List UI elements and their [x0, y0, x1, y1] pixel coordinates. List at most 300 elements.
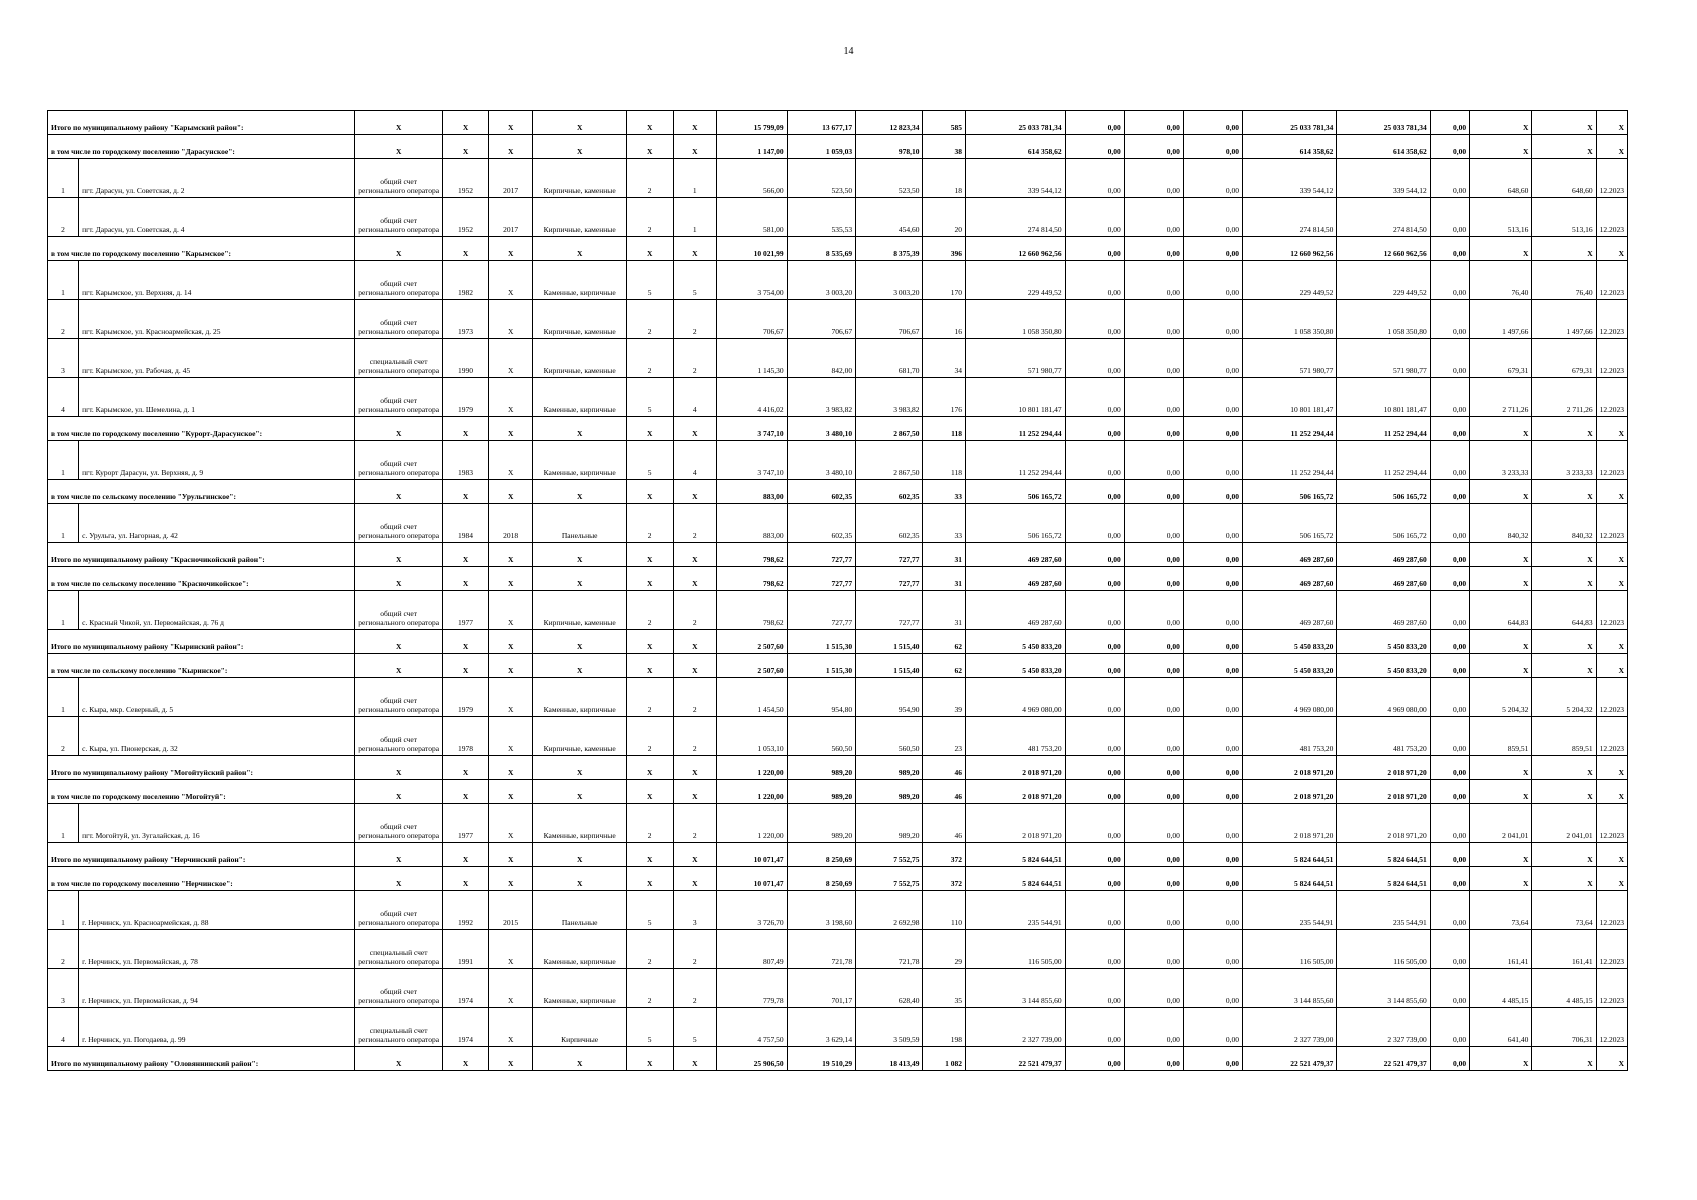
deadline-cell: X [1596, 567, 1627, 591]
unit-cost-cell: X [1470, 867, 1532, 891]
summary-row [48, 480, 1628, 504]
unit-cost-limit-cell: X [1532, 135, 1596, 159]
cost-other-cell: 0,00 [1430, 930, 1469, 969]
cost-other-cell: 0,00 [1430, 159, 1469, 198]
cost-owners-fund-cell: 11 252 294,44 [1337, 441, 1430, 480]
entrances-cell: 2 [673, 930, 717, 969]
area-living-cell: 701,17 [787, 969, 855, 1008]
deadline-cell: X [1596, 111, 1627, 135]
cost-total-cell: 469 287,60 [966, 567, 1066, 591]
year-built-cell: 1973 [443, 300, 489, 339]
unit-cost-limit-cell: 644,83 [1532, 591, 1596, 630]
deadline-cell: X [1596, 756, 1627, 780]
unit-cost-cell: X [1470, 756, 1532, 780]
year-built-cell: 1977 [443, 591, 489, 630]
account-type-cell: X [355, 237, 443, 261]
unit-cost-limit-cell: X [1532, 756, 1596, 780]
entrances-cell: 2 [673, 504, 717, 543]
cost-municipal-cell: 0,00 [1183, 261, 1242, 300]
address-cell: г. Нерчинск, ул. Первомайская, д. 78 [79, 930, 355, 969]
unit-cost-cell: X [1470, 630, 1532, 654]
cost-federal-cell: 0,00 [1065, 567, 1124, 591]
table-row [48, 339, 1628, 378]
area-living-cell: 3 480,10 [787, 441, 855, 480]
entrances-cell: 2 [673, 339, 717, 378]
cost-regional-cell: 0,00 [1124, 567, 1183, 591]
account-type-cell: общий счет регионального оператора [355, 198, 443, 237]
cost-other-cell: 0,00 [1430, 591, 1469, 630]
deadline-cell: X [1596, 843, 1627, 867]
account-type-cell: X [355, 543, 443, 567]
unit-cost-limit-cell: 76,40 [1532, 261, 1596, 300]
floors-cell: X [626, 654, 673, 678]
deadline-cell: 12.2023 [1596, 1008, 1627, 1047]
cost-owners-cell: 3 144 855,60 [1242, 969, 1336, 1008]
area-owned-cell: 454,60 [856, 198, 923, 237]
area-living-cell: 8 535,69 [787, 237, 855, 261]
residents-cell: 46 [923, 756, 966, 780]
area-owned-cell: 628,40 [856, 969, 923, 1008]
unit-cost-limit-cell: X [1532, 867, 1596, 891]
cost-other-cell: 0,00 [1430, 111, 1469, 135]
unit-cost-cell: 679,31 [1470, 339, 1532, 378]
entrances-cell: 2 [673, 300, 717, 339]
summary-row [48, 417, 1628, 441]
total-area-cell: 1 053,10 [717, 717, 788, 756]
unit-cost-cell: 73,64 [1470, 891, 1532, 930]
cost-regional-cell: 0,00 [1124, 1008, 1183, 1047]
total-area-cell: 15 799,09 [717, 111, 788, 135]
total-area-cell: 1 454,50 [717, 678, 788, 717]
cost-owners-fund-cell: 339 544,12 [1337, 159, 1430, 198]
cost-total-cell: 12 660 962,56 [966, 237, 1066, 261]
account-type-cell: X [355, 417, 443, 441]
unit-cost-limit-cell: 648,60 [1532, 159, 1596, 198]
floors-cell: X [626, 480, 673, 504]
area-living-cell: 727,77 [787, 567, 855, 591]
area-living-cell: 706,67 [787, 300, 855, 339]
floors-cell: X [626, 417, 673, 441]
unit-cost-limit-cell: 3 233,33 [1532, 441, 1596, 480]
area-owned-cell: 989,20 [856, 804, 923, 843]
cost-owners-cell: 4 969 080,00 [1242, 678, 1336, 717]
wall-material-cell: Кирпичные, каменные [533, 159, 626, 198]
cost-municipal-cell: 0,00 [1183, 339, 1242, 378]
address-cell: пгт. Дарасун, ул. Советская, д. 2 [79, 159, 355, 198]
year-built-cell: 1952 [443, 198, 489, 237]
area-owned-cell: 12 823,34 [856, 111, 923, 135]
page-number: 14 [843, 46, 854, 57]
cost-federal-cell: 0,00 [1065, 237, 1124, 261]
cost-municipal-cell: 0,00 [1183, 867, 1242, 891]
year-overhaul-cell: X [488, 567, 533, 591]
wall-material-cell: Кирпичные, каменные [533, 339, 626, 378]
year-overhaul-cell: X [488, 678, 533, 717]
summary-label: в том числе по городскому поселению "Карымское": [48, 237, 355, 261]
entrances-cell: 1 [673, 198, 717, 237]
cost-owners-cell: 481 753,20 [1242, 717, 1336, 756]
unit-cost-cell: X [1470, 543, 1532, 567]
cost-total-cell: 274 814,50 [966, 198, 1066, 237]
row-number: 1 [48, 678, 79, 717]
total-area-cell: 10 071,47 [717, 843, 788, 867]
cost-owners-cell: 274 814,50 [1242, 198, 1336, 237]
table-row [48, 891, 1628, 930]
unit-cost-cell: 644,83 [1470, 591, 1532, 630]
cost-municipal-cell: 0,00 [1183, 111, 1242, 135]
cost-regional-cell: 0,00 [1124, 339, 1183, 378]
cost-regional-cell: 0,00 [1124, 378, 1183, 417]
account-type-cell: специальный счет регионального оператора [355, 1008, 443, 1047]
account-type-cell: X [355, 111, 443, 135]
residents-cell: 31 [923, 543, 966, 567]
residents-cell: 23 [923, 717, 966, 756]
residents-cell: 62 [923, 630, 966, 654]
floors-cell: 2 [626, 591, 673, 630]
total-area-cell: 3 747,10 [717, 417, 788, 441]
unit-cost-limit-cell: X [1532, 1047, 1596, 1071]
deadline-cell: X [1596, 480, 1627, 504]
row-number: 4 [48, 378, 79, 417]
cost-owners-cell: 2 018 971,20 [1242, 780, 1336, 804]
cost-total-cell: 229 449,52 [966, 261, 1066, 300]
area-owned-cell: 3 983,82 [856, 378, 923, 417]
cost-federal-cell: 0,00 [1065, 591, 1124, 630]
summary-row [48, 1047, 1628, 1071]
year-overhaul-cell: X [488, 441, 533, 480]
cost-owners-fund-cell: 469 287,60 [1337, 567, 1430, 591]
area-living-cell: 3 629,14 [787, 1008, 855, 1047]
wall-material-cell: X [533, 780, 626, 804]
account-type-cell: общий счет регионального оператора [355, 300, 443, 339]
floors-cell: 2 [626, 198, 673, 237]
cost-other-cell: 0,00 [1430, 543, 1469, 567]
account-type-cell: X [355, 1047, 443, 1071]
area-owned-cell: 721,78 [856, 930, 923, 969]
cost-federal-cell: 0,00 [1065, 159, 1124, 198]
unit-cost-cell: X [1470, 417, 1532, 441]
unit-cost-cell: X [1470, 135, 1532, 159]
area-owned-cell: 2 867,50 [856, 441, 923, 480]
residents-cell: 39 [923, 678, 966, 717]
entrances-cell: 1 [673, 159, 717, 198]
cost-other-cell: 0,00 [1430, 969, 1469, 1008]
year-built-cell: X [443, 780, 489, 804]
area-living-cell: 727,77 [787, 543, 855, 567]
cost-owners-fund-cell: 2 018 971,20 [1337, 804, 1430, 843]
year-built-cell: 1979 [443, 678, 489, 717]
cost-other-cell: 0,00 [1430, 843, 1469, 867]
residents-cell: 33 [923, 480, 966, 504]
year-built-cell: 1982 [443, 261, 489, 300]
floors-cell: X [626, 843, 673, 867]
summary-row [48, 654, 1628, 678]
year-overhaul-cell: X [488, 1008, 533, 1047]
cost-municipal-cell: 0,00 [1183, 717, 1242, 756]
deadline-cell: 12.2023 [1596, 339, 1627, 378]
year-overhaul-cell: X [488, 780, 533, 804]
year-overhaul-cell: X [488, 756, 533, 780]
cost-total-cell: 614 358,62 [966, 135, 1066, 159]
cost-total-cell: 11 252 294,44 [966, 417, 1066, 441]
cost-owners-fund-cell: 229 449,52 [1337, 261, 1430, 300]
row-number: 2 [48, 717, 79, 756]
cost-federal-cell: 0,00 [1065, 717, 1124, 756]
year-overhaul-cell: X [488, 969, 533, 1008]
address-cell: пгт. Карымское, ул. Верхняя, д. 14 [79, 261, 355, 300]
table-row [48, 1008, 1628, 1047]
residents-cell: 118 [923, 441, 966, 480]
cost-regional-cell: 0,00 [1124, 441, 1183, 480]
area-owned-cell: 727,77 [856, 543, 923, 567]
cost-federal-cell: 0,00 [1065, 1047, 1124, 1071]
cost-other-cell: 0,00 [1430, 756, 1469, 780]
cost-federal-cell: 0,00 [1065, 780, 1124, 804]
cost-owners-cell: 12 660 962,56 [1242, 237, 1336, 261]
cost-municipal-cell: 0,00 [1183, 135, 1242, 159]
cost-owners-fund-cell: 571 980,77 [1337, 339, 1430, 378]
deadline-cell: 12.2023 [1596, 804, 1627, 843]
unit-cost-limit-cell: 73,64 [1532, 891, 1596, 930]
area-living-cell: 560,50 [787, 717, 855, 756]
year-overhaul-cell: X [488, 261, 533, 300]
cost-municipal-cell: 0,00 [1183, 969, 1242, 1008]
summary-label: Итого по муниципальному району "Красночикойский район": [48, 543, 355, 567]
cost-regional-cell: 0,00 [1124, 1047, 1183, 1071]
cost-regional-cell: 0,00 [1124, 969, 1183, 1008]
cost-other-cell: 0,00 [1430, 504, 1469, 543]
cost-owners-cell: 614 358,62 [1242, 135, 1336, 159]
area-owned-cell: 989,20 [856, 780, 923, 804]
total-area-cell: 798,62 [717, 591, 788, 630]
cost-owners-fund-cell: 506 165,72 [1337, 504, 1430, 543]
cost-owners-fund-cell: 116 505,00 [1337, 930, 1430, 969]
cost-owners-fund-cell: 11 252 294,44 [1337, 417, 1430, 441]
unit-cost-limit-cell: 513,16 [1532, 198, 1596, 237]
cost-owners-fund-cell: 506 165,72 [1337, 480, 1430, 504]
total-area-cell: 25 906,50 [717, 1047, 788, 1071]
floors-cell: 2 [626, 804, 673, 843]
floors-cell: 2 [626, 930, 673, 969]
total-area-cell: 1 220,00 [717, 756, 788, 780]
wall-material-cell: X [533, 567, 626, 591]
entrances-cell: 2 [673, 678, 717, 717]
total-area-cell: 566,00 [717, 159, 788, 198]
unit-cost-limit-cell: 840,32 [1532, 504, 1596, 543]
address-cell: г. Нерчинск, ул. Первомайская, д. 94 [79, 969, 355, 1008]
address-cell: пгт. Дарасун, ул. Советская, д. 4 [79, 198, 355, 237]
cost-federal-cell: 0,00 [1065, 867, 1124, 891]
area-living-cell: 1 515,30 [787, 630, 855, 654]
cost-federal-cell: 0,00 [1065, 630, 1124, 654]
address-cell: г. Нерчинск, ул. Красноармейская, д. 88 [79, 891, 355, 930]
year-built-cell: X [443, 630, 489, 654]
cost-federal-cell: 0,00 [1065, 261, 1124, 300]
wall-material-cell: X [533, 135, 626, 159]
floors-cell: X [626, 1047, 673, 1071]
cost-owners-fund-cell: 1 058 350,80 [1337, 300, 1430, 339]
floors-cell: X [626, 567, 673, 591]
cost-other-cell: 0,00 [1430, 480, 1469, 504]
wall-material-cell: Каменные, кирпичные [533, 969, 626, 1008]
unit-cost-cell: 2 711,26 [1470, 378, 1532, 417]
cost-other-cell: 0,00 [1430, 804, 1469, 843]
area-living-cell: 989,20 [787, 780, 855, 804]
deadline-cell: X [1596, 630, 1627, 654]
row-number: 1 [48, 159, 79, 198]
total-area-cell: 3 754,00 [717, 261, 788, 300]
total-area-cell: 3 726,70 [717, 891, 788, 930]
cost-total-cell: 2 018 971,20 [966, 804, 1066, 843]
area-living-cell: 3 198,60 [787, 891, 855, 930]
cost-owners-cell: 1 058 350,80 [1242, 300, 1336, 339]
wall-material-cell: X [533, 417, 626, 441]
cost-other-cell: 0,00 [1430, 441, 1469, 480]
cost-total-cell: 2 018 971,20 [966, 756, 1066, 780]
wall-material-cell: Кирпичные [533, 1008, 626, 1047]
cost-municipal-cell: 0,00 [1183, 591, 1242, 630]
deadline-cell: 12.2023 [1596, 591, 1627, 630]
cost-other-cell: 0,00 [1430, 300, 1469, 339]
cost-owners-cell: 116 505,00 [1242, 930, 1336, 969]
residents-cell: 585 [923, 111, 966, 135]
year-overhaul-cell: X [488, 717, 533, 756]
year-overhaul-cell: 2015 [488, 891, 533, 930]
cost-total-cell: 469 287,60 [966, 591, 1066, 630]
residents-cell: 62 [923, 654, 966, 678]
cost-owners-fund-cell: 2 018 971,20 [1337, 780, 1430, 804]
row-number: 3 [48, 969, 79, 1008]
year-built-cell: X [443, 237, 489, 261]
cost-federal-cell: 0,00 [1065, 135, 1124, 159]
cost-total-cell: 339 544,12 [966, 159, 1066, 198]
year-built-cell: X [443, 111, 489, 135]
area-owned-cell: 3 003,20 [856, 261, 923, 300]
unit-cost-cell: 5 204,32 [1470, 678, 1532, 717]
account-type-cell: X [355, 654, 443, 678]
unit-cost-cell: X [1470, 654, 1532, 678]
address-cell: с. Урульга, ул. Нагорная, д. 42 [79, 504, 355, 543]
deadline-cell: X [1596, 237, 1627, 261]
account-type-cell: X [355, 567, 443, 591]
residents-cell: 31 [923, 567, 966, 591]
year-built-cell: 1977 [443, 804, 489, 843]
residents-cell: 29 [923, 930, 966, 969]
cost-owners-cell: 5 824 644,51 [1242, 867, 1336, 891]
total-area-cell: 10 071,47 [717, 867, 788, 891]
cost-regional-cell: 0,00 [1124, 159, 1183, 198]
wall-material-cell: Кирпичные, каменные [533, 198, 626, 237]
cost-federal-cell: 0,00 [1065, 417, 1124, 441]
entrances-cell: 5 [673, 261, 717, 300]
wall-material-cell: X [533, 1047, 626, 1071]
cost-regional-cell: 0,00 [1124, 891, 1183, 930]
area-living-cell: 8 250,69 [787, 843, 855, 867]
cost-regional-cell: 0,00 [1124, 717, 1183, 756]
cost-regional-cell: 0,00 [1124, 654, 1183, 678]
summary-label: в том числе по городскому поселению "Могойтуй": [48, 780, 355, 804]
table-row [48, 261, 1628, 300]
residents-cell: 35 [923, 969, 966, 1008]
cost-municipal-cell: 0,00 [1183, 543, 1242, 567]
area-owned-cell: 7 552,75 [856, 867, 923, 891]
cost-other-cell: 0,00 [1430, 417, 1469, 441]
floors-cell: 5 [626, 891, 673, 930]
area-living-cell: 989,20 [787, 804, 855, 843]
table-row [48, 804, 1628, 843]
cost-owners-cell: 5 824 644,51 [1242, 843, 1336, 867]
summary-row [48, 567, 1628, 591]
cost-total-cell: 571 980,77 [966, 339, 1066, 378]
entrances-cell: X [673, 630, 717, 654]
floors-cell: 5 [626, 1008, 673, 1047]
unit-cost-limit-cell: X [1532, 654, 1596, 678]
area-owned-cell: 2 692,98 [856, 891, 923, 930]
cost-owners-fund-cell: 5 450 833,20 [1337, 654, 1430, 678]
summary-row [48, 630, 1628, 654]
row-number: 2 [48, 198, 79, 237]
cost-total-cell: 506 165,72 [966, 504, 1066, 543]
unit-cost-limit-cell: 2 711,26 [1532, 378, 1596, 417]
area-owned-cell: 8 375,39 [856, 237, 923, 261]
year-overhaul-cell: 2017 [488, 159, 533, 198]
area-owned-cell: 2 867,50 [856, 417, 923, 441]
cost-other-cell: 0,00 [1430, 780, 1469, 804]
unit-cost-cell: 859,51 [1470, 717, 1532, 756]
residents-cell: 38 [923, 135, 966, 159]
table-row [48, 378, 1628, 417]
table-body [48, 111, 1628, 1071]
total-area-cell: 706,67 [717, 300, 788, 339]
address-cell: пгт. Могойтуй, ул. Зугалайская, д. 16 [79, 804, 355, 843]
area-living-cell: 8 250,69 [787, 867, 855, 891]
cost-owners-cell: 506 165,72 [1242, 480, 1336, 504]
summary-label: в том числе по городскому поселению "Курорт-Дарасунское": [48, 417, 355, 441]
year-overhaul-cell: X [488, 630, 533, 654]
cost-total-cell: 2 327 739,00 [966, 1008, 1066, 1047]
housing-repair-table [47, 110, 1628, 1071]
entrances-cell: 3 [673, 891, 717, 930]
floors-cell: 2 [626, 300, 673, 339]
total-area-cell: 798,62 [717, 543, 788, 567]
unit-cost-cell: 1 497,66 [1470, 300, 1532, 339]
area-owned-cell: 727,77 [856, 567, 923, 591]
cost-owners-cell: 571 980,77 [1242, 339, 1336, 378]
wall-material-cell: X [533, 111, 626, 135]
cost-other-cell: 0,00 [1430, 261, 1469, 300]
summary-label: в том числе по сельскому поселению "Урульгинское": [48, 480, 355, 504]
cost-regional-cell: 0,00 [1124, 543, 1183, 567]
unit-cost-cell: X [1470, 237, 1532, 261]
cost-owners-cell: 11 252 294,44 [1242, 417, 1336, 441]
floors-cell: 2 [626, 717, 673, 756]
deadline-cell: X [1596, 417, 1627, 441]
cost-total-cell: 469 287,60 [966, 543, 1066, 567]
unit-cost-cell: X [1470, 843, 1532, 867]
area-living-cell: 727,77 [787, 591, 855, 630]
cost-federal-cell: 0,00 [1065, 930, 1124, 969]
account-type-cell: общий счет регионального оператора [355, 378, 443, 417]
cost-total-cell: 3 144 855,60 [966, 969, 1066, 1008]
area-owned-cell: 978,10 [856, 135, 923, 159]
year-overhaul-cell: X [488, 654, 533, 678]
cost-other-cell: 0,00 [1430, 654, 1469, 678]
deadline-cell: 12.2023 [1596, 969, 1627, 1008]
cost-federal-cell: 0,00 [1065, 1008, 1124, 1047]
area-owned-cell: 989,20 [856, 756, 923, 780]
cost-owners-cell: 469 287,60 [1242, 591, 1336, 630]
cost-total-cell: 116 505,00 [966, 930, 1066, 969]
